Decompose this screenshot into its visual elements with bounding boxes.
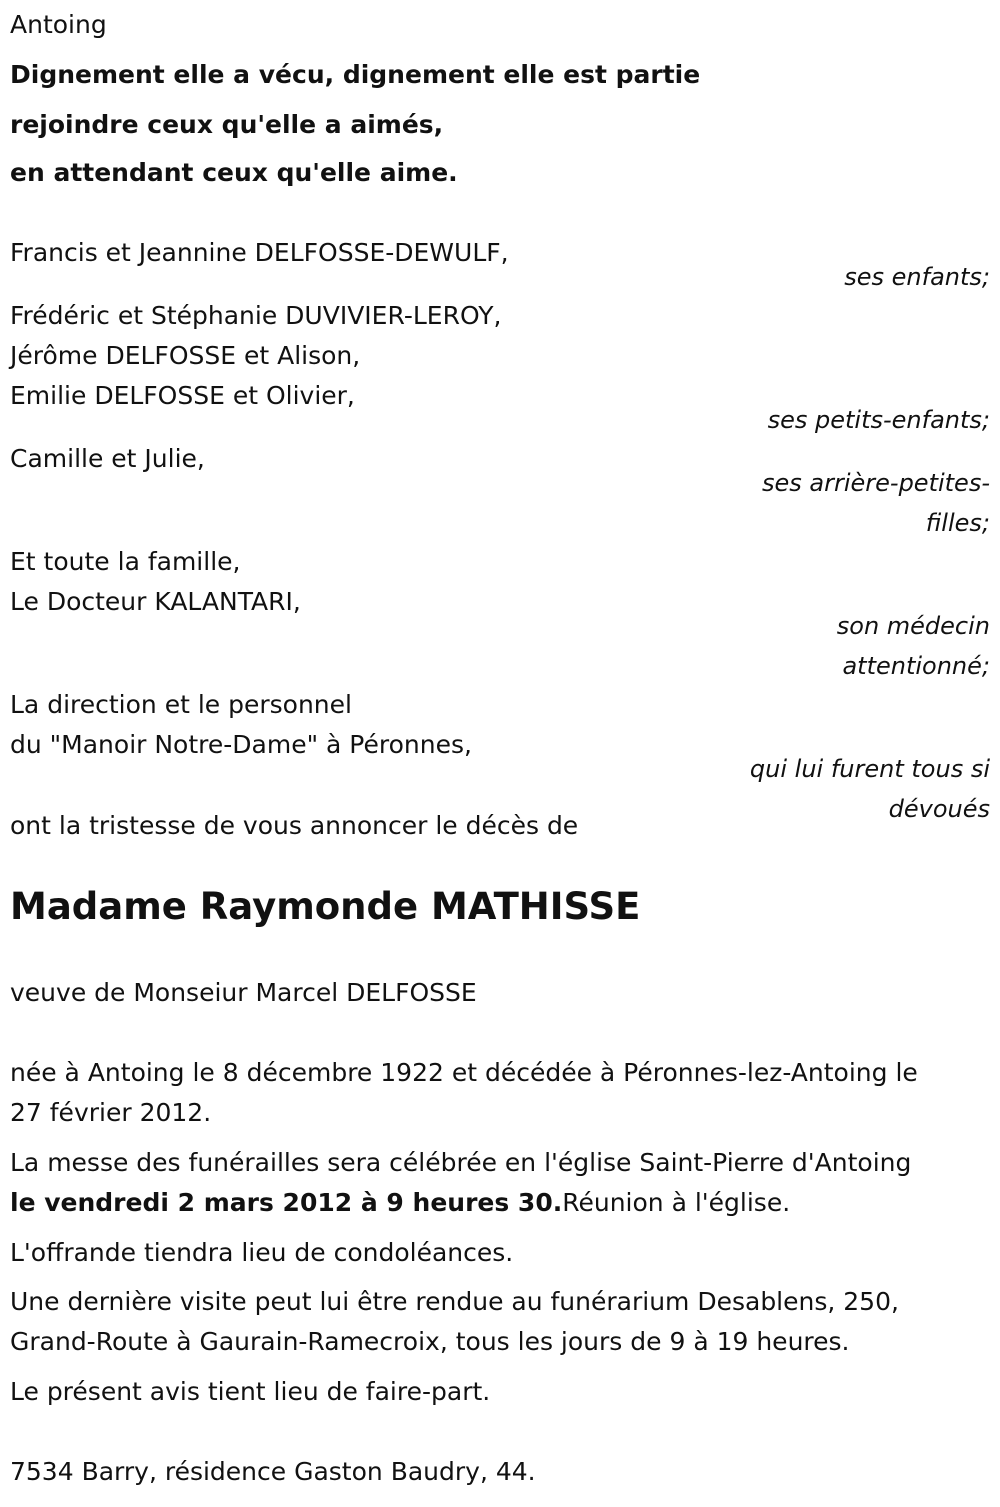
staff-role-line-2: dévoués <box>888 795 990 823</box>
doctor-role-line-1: son médecin <box>836 612 990 640</box>
great-grandchildren-names: Camille et Julie, <box>10 444 205 473</box>
great-grandchildren-role-line-1: ses arrière-petites- <box>762 469 990 497</box>
deceased-name: Madame Raymonde MATHISSE <box>10 885 641 928</box>
offering-line: L'offrande tiendra lieu de condoléances. <box>10 1238 514 1267</box>
poem-line-2: rejoindre ceux qu'elle a aimés, <box>10 110 444 139</box>
grandchild-line-1: Frédéric et Stéphanie DUVIVIER-LEROY, <box>10 301 502 330</box>
mass-date: le vendredi 2 mars 2012 à 9 heures 30. <box>10 1188 563 1217</box>
children-role: ses enfants; <box>844 263 990 291</box>
children-names: Francis et Jeannine DELFOSSE-DEWULF, <box>10 238 509 267</box>
staff-line-2: du "Manoir Notre-Dame" à Péronnes, <box>10 730 472 759</box>
great-grandchildren-role-line-2: filles; <box>925 509 990 537</box>
mass-reunion: Réunion à l'église. <box>562 1188 791 1217</box>
visit-line-2: Grand-Route à Gaurain-Ramecroix, tous les jours de 9 à 19 heures. <box>10 1327 850 1356</box>
staff-line-1: La direction et le personnel <box>10 690 352 719</box>
address-line: 7534 Barry, résidence Gaston Baudry, 44. <box>10 1457 536 1486</box>
poem-line-3: en attendant ceux qu'elle aime. <box>10 158 458 187</box>
grandchildren-role: ses petits-enfants; <box>767 406 990 434</box>
spouse-line: veuve de Monseiur Marcel DELFOSSE <box>10 978 477 1007</box>
staff-role-line-1: qui lui furent tous si <box>749 755 990 783</box>
grandchild-line-2: Jérôme DELFOSSE et Alison, <box>10 341 361 370</box>
grandchild-line-3: Emilie DELFOSSE et Olivier, <box>10 381 355 410</box>
mass-line-1: La messe des funérailles sera célébrée en l'église Saint-Pierre d'Antoing <box>10 1148 912 1177</box>
notice-line: Le présent avis tient lieu de faire-part. <box>10 1377 491 1406</box>
birth-death-line-2: 27 février 2012. <box>10 1098 212 1127</box>
visit-line-1: Une dernière visite peut lui être rendue au funérarium Desablens, 250, <box>10 1287 899 1316</box>
poem-line-1: Dignement elle a vécu, dignement elle est partie <box>10 60 701 89</box>
doctor-line: Le Docteur KALANTARI, <box>10 587 301 616</box>
birth-death-line-1: née à Antoing le 8 décembre 1922 et décédée à Péronnes-lez-Antoing le <box>10 1058 918 1087</box>
announcement-text: ont la tristesse de vous annoncer le décès de <box>10 811 579 840</box>
doctor-role-line-2: attentionné; <box>842 652 990 680</box>
family-line: Et toute la famille, <box>10 547 241 576</box>
mass-line-2 <box>10 1183 790 1223</box>
location-header: Antoing <box>10 10 107 39</box>
